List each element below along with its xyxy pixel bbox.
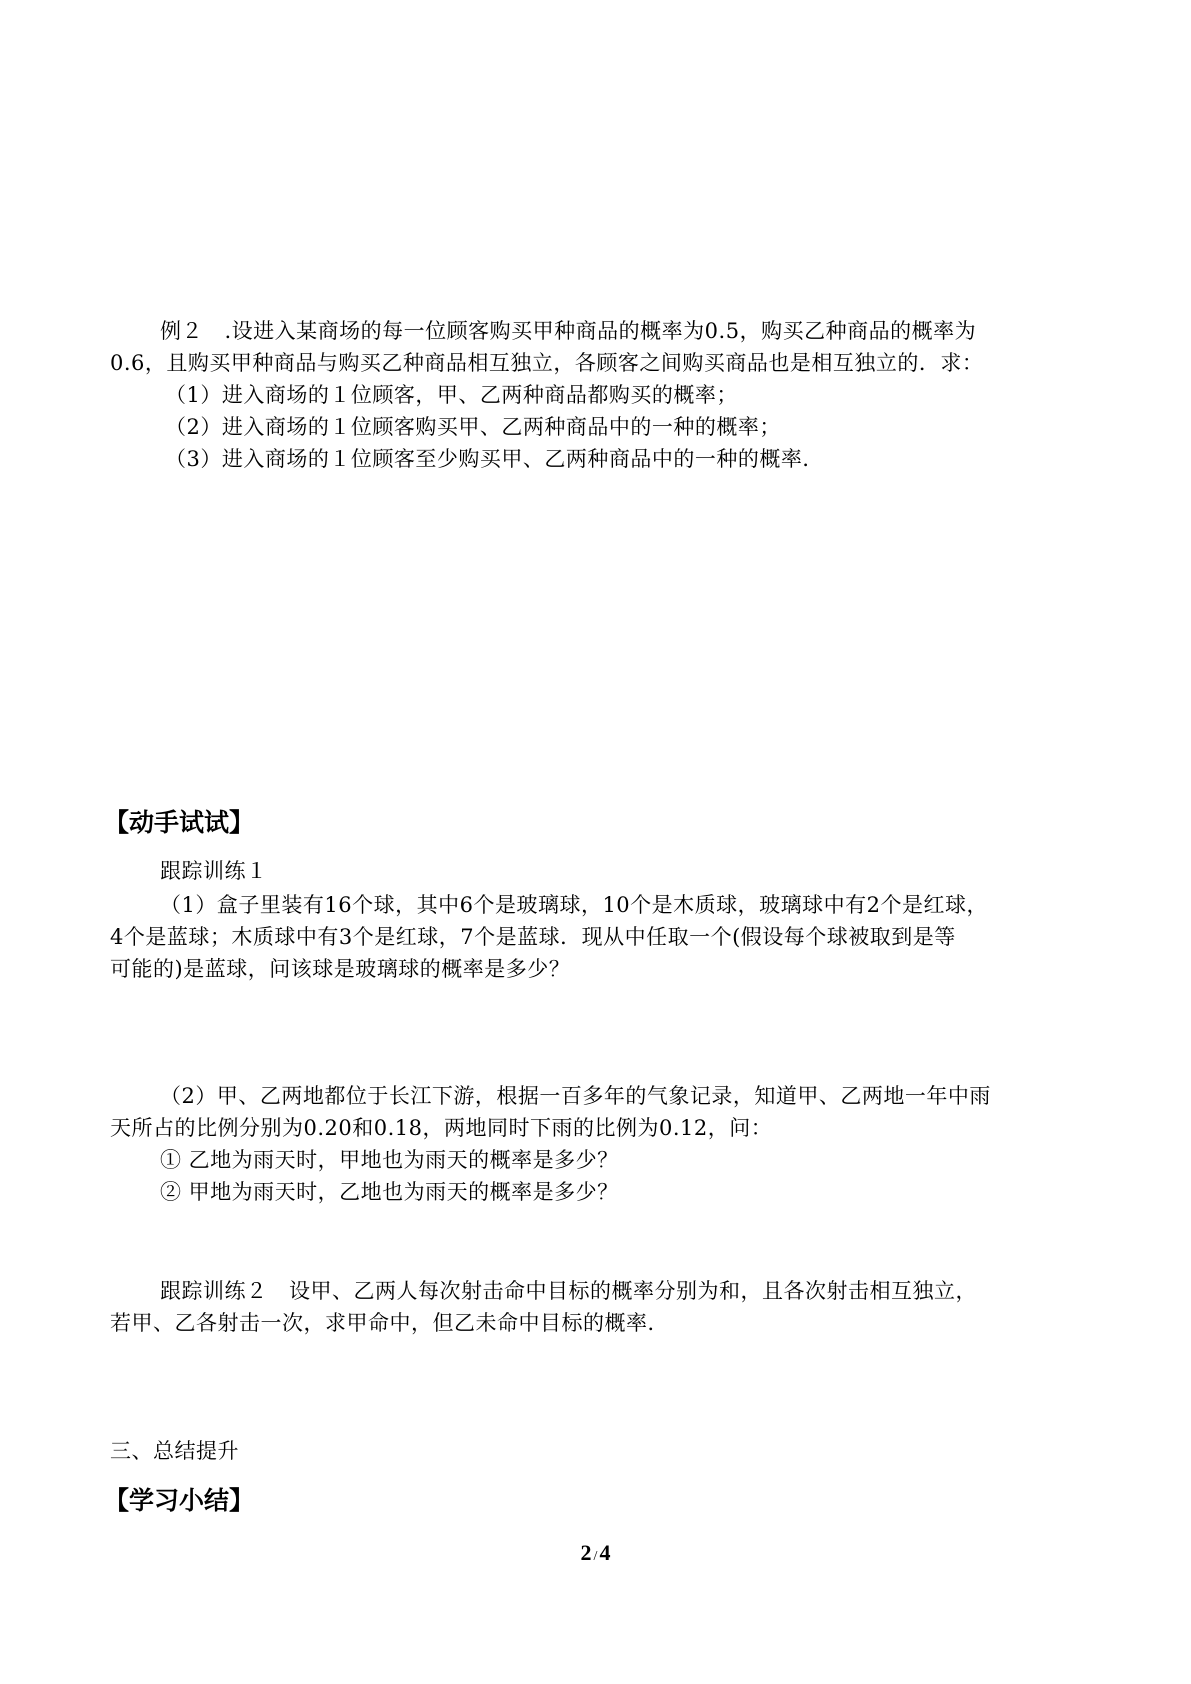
section-try-heading: 【动手试试】 — [104, 808, 255, 837]
training1-part1-line1: （1）盒子里装有16个球，其中6个是玻璃球，10个是木质球，玻璃球中有2个是红球， — [160, 893, 989, 917]
training2-line2: 若甲、乙各射击一次，求甲命中，但乙未命中目标的概率． — [110, 1311, 669, 1335]
example2-question3: （3）进入商场的１位顾客至少购买甲、乙两种商品中的一种的概率． — [165, 447, 824, 471]
example2-line2: 0.6，且购买甲种商品与购买乙种商品相互独立，各顾客之间购买商品也是相互独立的．求： — [110, 351, 984, 375]
section-notes-heading: 【学习小结】 — [104, 1486, 255, 1515]
section-summary-title: 三、总结提升 — [110, 1439, 239, 1463]
example2-question2: （2）进入商场的１位顾客购买甲、乙两种商品中的一种的概率； — [165, 415, 781, 439]
training1-part1-line2: 4个是蓝球；木质球中有3个是红球，7个是蓝球．现从中任取一个(假设每个球被取到是等 — [110, 925, 956, 949]
training1-part2-line2: 天所占的比例分别为0.20和0.18，两地同时下雨的比例为0.12，问： — [110, 1116, 773, 1140]
page-total: 4 — [599, 1540, 611, 1565]
training2-line1: 跟踪训练２ 设甲、乙两人每次射击命中目标的概率分别为和，且各次射击相互独立， — [160, 1279, 977, 1303]
page-current: 2 — [580, 1540, 592, 1565]
example2-question1: （1）进入商场的１位顾客，甲、乙两种商品都购买的概率； — [165, 383, 738, 407]
training1-part2-question1: ① 乙地为雨天时，甲地也为雨天的概率是多少？ — [160, 1148, 619, 1172]
training1-part2-question2: ② 甲地为雨天时，乙地也为雨天的概率是多少？ — [160, 1180, 619, 1204]
training1-part2-line1: （2）甲、乙两地都位于长江下游，根据一百多年的气象记录，知道甲、乙两地一年中雨 — [160, 1084, 991, 1108]
training1-title: 跟踪训练１ — [160, 859, 268, 883]
page-separator: / — [593, 1549, 598, 1564]
example2-line1: 例２ .设进入某商场的每一位顾客购买甲种商品的概率为0.5，购买乙种商品的概率为 — [160, 319, 977, 343]
page-number — [0, 1540, 1191, 1566]
training1-part1-line3: 可能的)是蓝球，问该球是玻璃球的概率是多少？ — [110, 957, 571, 981]
